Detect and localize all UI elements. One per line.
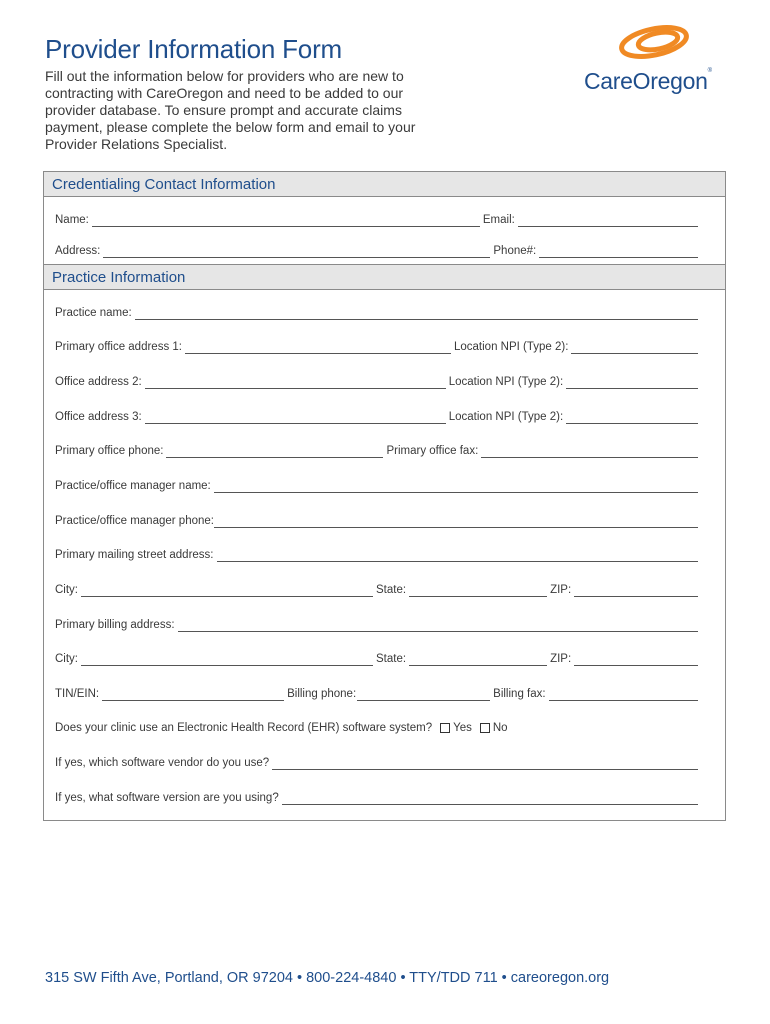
- row-manager-phone: [55, 512, 701, 528]
- office-address-3-field[interactable]: [145, 411, 446, 424]
- page-title: Provider Information Form: [45, 34, 342, 64]
- careoregon-swirl-icon: [614, 22, 696, 62]
- billing-fax-label: Billing fax:: [493, 688, 546, 700]
- primary-office-fax-field[interactable]: [481, 445, 698, 458]
- billing-city-label: City:: [55, 653, 78, 665]
- version-field[interactable]: [282, 792, 698, 805]
- logo-wordmark-text: CareOregon: [584, 68, 708, 94]
- row-name-email: [55, 211, 701, 227]
- billing-address-field[interactable]: [178, 619, 698, 632]
- row-office-address-2: [55, 373, 701, 389]
- primary-office-address-label: Primary office address 1:: [55, 341, 182, 353]
- location-npi-1-label: Location NPI (Type 2):: [453, 341, 569, 353]
- billing-zip-field[interactable]: [574, 653, 698, 666]
- primary-office-phone-field[interactable]: [166, 445, 383, 458]
- vendor-field[interactable]: [272, 757, 698, 770]
- row-tin-billing: [55, 685, 701, 701]
- mailing-city-field[interactable]: [81, 584, 373, 597]
- billing-state-label: State:: [376, 653, 407, 665]
- primary-office-address-field[interactable]: [185, 341, 451, 354]
- practice-name-label: Practice name:: [55, 307, 132, 319]
- row-mailing-city-state-zip: [55, 581, 701, 597]
- email-field[interactable]: [518, 214, 698, 227]
- ehr-no-checkbox[interactable]: [480, 723, 490, 733]
- billing-state-field[interactable]: [409, 653, 547, 666]
- registered-mark: ®: [707, 68, 712, 74]
- row-address-phone: [55, 242, 701, 258]
- office-address-3-label: Office address 3:: [55, 411, 142, 423]
- row-office-phone-fax: [55, 442, 701, 458]
- mailing-zip-label: ZIP:: [550, 584, 572, 596]
- ehr-question-label: Does your clinic use an Electronic Health Record (EHR) software system?: [55, 722, 433, 734]
- location-npi-3-field[interactable]: [566, 411, 698, 424]
- office-address-2-field[interactable]: [145, 376, 446, 389]
- billing-phone-field[interactable]: [357, 688, 490, 701]
- manager-name-field[interactable]: [214, 480, 698, 493]
- row-vendor-question: [55, 754, 701, 770]
- billing-phone-label: Billing phone:: [287, 688, 357, 700]
- manager-phone-label: Practice/office manager phone:: [55, 515, 214, 527]
- mailing-city-label: City:: [55, 584, 78, 596]
- office-address-2-label: Office address 2:: [55, 376, 142, 388]
- section-credentialing-header: Credentialing Contact Information: [44, 172, 725, 197]
- mailing-address-label: Primary mailing street address:: [55, 549, 214, 561]
- logo-wordmark: [584, 68, 712, 95]
- phone-field[interactable]: [539, 245, 698, 258]
- location-npi-1-field[interactable]: [571, 341, 698, 354]
- name-field[interactable]: [92, 214, 480, 227]
- ehr-yes-label: Yes: [453, 722, 472, 734]
- billing-address-label: Primary billing address:: [55, 619, 175, 631]
- footer-contact: 315 SW Fifth Ave, Portland, OR 97204 • 800-224-4840 • TTY/TDD 711 • careoregon.org: [45, 970, 610, 986]
- location-npi-2-field[interactable]: [566, 376, 698, 389]
- intro-text: Fill out the information below for providers who are new to contracting with CareOregon and need to be added to our provider database. To ensure prompt and accurate claims payment, please complete the below form and email to your Provider Relations Specialist.: [45, 68, 416, 152]
- billing-zip-label: ZIP:: [550, 653, 572, 665]
- ehr-no-label: No: [492, 722, 508, 734]
- row-office-address-3: [55, 408, 701, 424]
- mailing-state-field[interactable]: [409, 584, 547, 597]
- address-field[interactable]: [103, 245, 490, 258]
- row-manager-name: [55, 477, 701, 493]
- manager-phone-field[interactable]: [214, 515, 698, 528]
- row-version-question: [55, 789, 701, 805]
- provider-form: [43, 171, 726, 821]
- location-npi-2-label: Location NPI (Type 2):: [448, 376, 564, 388]
- row-ehr-question: [55, 719, 701, 735]
- mailing-address-field[interactable]: [217, 549, 699, 562]
- row-billing-address: [55, 616, 701, 632]
- primary-office-fax-label: Primary office fax:: [386, 445, 479, 457]
- section-practice-header: Practice Information: [44, 264, 725, 290]
- mailing-zip-field[interactable]: [574, 584, 698, 597]
- ehr-yes-checkbox[interactable]: [440, 723, 450, 733]
- address-label: Address:: [55, 245, 101, 257]
- billing-fax-field[interactable]: [549, 688, 698, 701]
- row-office-address-1: [55, 338, 701, 354]
- row-mailing-address: [55, 546, 701, 562]
- version-question-label: If yes, what software version are you using?: [55, 792, 279, 804]
- careoregon-logo: [580, 22, 730, 102]
- practice-name-field[interactable]: [135, 307, 698, 320]
- billing-city-field[interactable]: [81, 653, 373, 666]
- row-practice-name: [55, 304, 701, 320]
- location-npi-3-label: Location NPI (Type 2):: [448, 411, 564, 423]
- email-label: Email:: [482, 214, 515, 226]
- tin-field[interactable]: [102, 688, 284, 701]
- phone-label: Phone#:: [493, 245, 537, 257]
- manager-name-label: Practice/office manager name:: [55, 480, 211, 492]
- name-label: Name:: [55, 214, 89, 226]
- mailing-state-label: State:: [376, 584, 407, 596]
- primary-office-phone-label: Primary office phone:: [55, 445, 164, 457]
- tin-label: TIN/EIN:: [55, 688, 100, 700]
- vendor-question-label: If yes, which software vendor do you use?: [55, 757, 270, 769]
- row-billing-city-state-zip: [55, 650, 701, 666]
